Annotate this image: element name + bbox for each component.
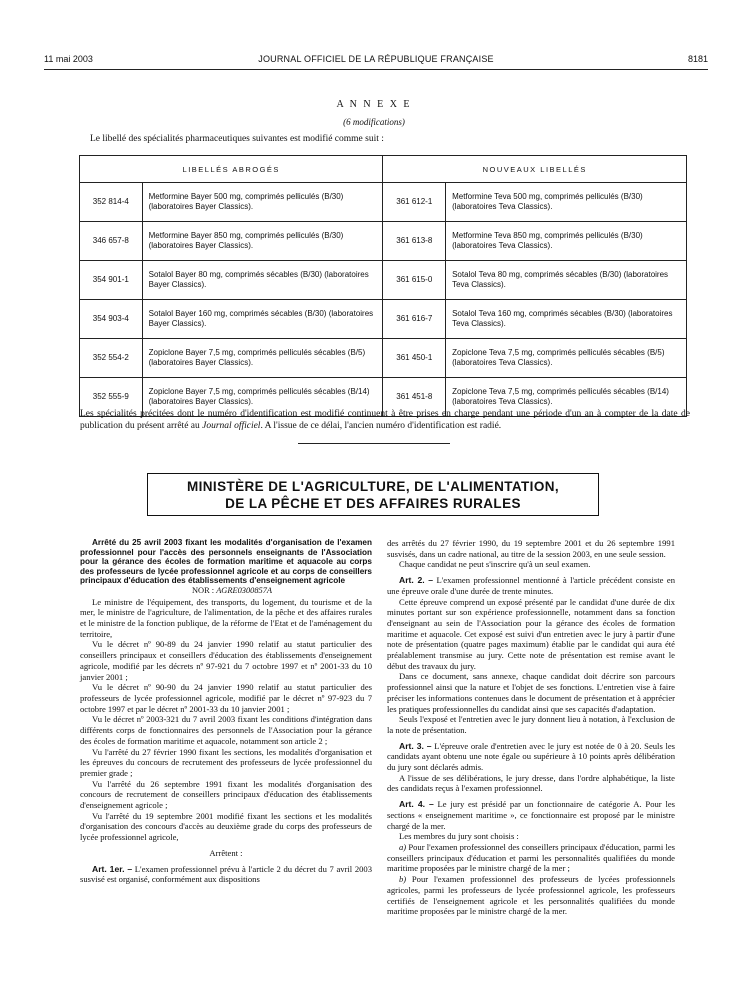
validity-note <box>80 408 690 432</box>
paragraph: Vu le décret nº 90-90 du 24 janvier 1990 relatif au statut particulier des professeurs de lycée professionnel agricole, modifié par le décret nº 97-923 du 7 octobre 1997 et par le décret nº 2001-33 du 10 janvier 2001 ; <box>80 682 372 714</box>
item-b-label: b) <box>399 874 407 885</box>
old-code: 354 903-4 <box>80 300 143 339</box>
paragraph: Les membres du jury sont choisis : <box>399 831 519 842</box>
new-code: 361 451-8 <box>383 378 446 417</box>
paragraph: Vu l'arrêté du 27 février 1990 fixant les sections, les modalités d'organisation et les épreuves du concours de recrutement des professeurs de lycée professionnel du premier grade ; <box>80 746 372 778</box>
item-b-text: Pour l'examen professionnel des professeurs de lycées professionnels agricoles, parmi les professeurs de lycée professionnel agricole, les professeurs certifiés de l'enseignement agricole et les personnalités qualifiées du monde maritime proposées par le ministre chargé de la mer. <box>387 874 675 917</box>
article-2-text: L'examen professionnel mentionné à l'article précédent consiste en une épreuve orale d'une durée de trente minutes. <box>387 575 675 596</box>
old-code: 354 901-1 <box>80 261 143 300</box>
paragraph: Vu le décret nº 2003-321 du 7 avril 2003 fixant les conditions d'intégration dans différents corps de fonctionnaires des personnels de l'Association pour la gérance des écoles de formation maritime et aquacole, notamment son article 2 ; <box>80 714 372 746</box>
old-desc: Sotalol Bayer 160 mg, comprimés sécables (B/30) (laboratoires Bayer Classics). <box>142 300 383 339</box>
header-old-labels: LIBELLÉS ABROGÉS <box>80 156 383 183</box>
header-page-number: 8181 <box>687 54 708 64</box>
section-divider <box>298 443 450 444</box>
item-a-text: Pour l'examen professionnel des conseillers principaux d'éducation, parmi les conseillers principaux d'éducation et parmi les personnalités qualifiées du monde maritime proposées par le ministre chargé de la mer ; <box>387 841 675 874</box>
running-header <box>44 54 708 68</box>
new-desc: Metformine Teva 850 mg, comprimés pelliculés (B/30) (laboratoires Teva Classics). <box>446 222 687 261</box>
old-desc: Metformine Bayer 850 mg, comprimés pelliculés (B/30) (laboratoires Bayer Classics). <box>142 222 383 261</box>
new-code: 361 613-8 <box>383 222 446 261</box>
new-desc: Metformine Teva 500 mg, comprimés pelliculés (B/30) (laboratoires Teva Classics). <box>446 183 687 222</box>
header-rule <box>44 69 708 70</box>
table-row <box>80 183 687 222</box>
paragraph: des arrêtés du 27 février 1990, du 19 septembre 2001 et du 26 septembre 1991 susvisés, dans un cadre national, au titre de la session 2003, en une seule session. <box>387 538 675 559</box>
paragraph: Chaque candidat ne peut s'inscrire qu'à un seul examen. <box>399 559 591 570</box>
annexe-subtitle: (6 modifications) <box>343 117 405 127</box>
old-code: 352 554-2 <box>80 339 143 378</box>
table-row <box>80 222 687 261</box>
speciality-table <box>79 155 687 417</box>
ministry-heading-box <box>147 473 599 516</box>
left-column <box>80 538 372 885</box>
annexe-intro: Le libellé des spécialités pharmaceutiques suivantes est modifié comme suit : <box>90 134 384 144</box>
paragraph: Seuls l'exposé et l'entretien avec le jury donnent lieu à notation, à l'exclusion de la note de présentation. <box>387 714 675 735</box>
annexe-title: A N N E X E <box>336 99 412 110</box>
old-desc: Zopiclone Bayer 7,5 mg, comprimés pelliculés sécables (B/5) (laboratoires Bayer Classics). <box>142 339 383 378</box>
paragraph: Le ministre de l'équipement, des transports, du logement, du tourisme et de la mer, le ministre de l'agriculture, de l'alimentation, de la pêche et des affaires rurales et le ministre de la fonction publique, de la réforme de l'Etat et de l'aménagement du territoire, <box>80 596 372 639</box>
table-row <box>80 300 687 339</box>
new-desc: Zopiclone Teva 7,5 mg, comprimés pelliculés sécables (B/14) (laboratoires Teva Classics). <box>446 378 687 417</box>
item-a-label: a) <box>399 841 407 852</box>
ministry-line-1: MINISTÈRE DE L'AGRICULTURE, DE L'ALIMENTATION, <box>186 479 560 494</box>
paragraph: A l'issue de ses délibérations, le jury dresse, dans l'ordre alphabétique, la liste des candidats reçus à l'examen professionnel. <box>387 772 675 794</box>
table-row <box>80 339 687 378</box>
new-desc: Sotalol Teva 160 mg, comprimés sécables (B/30) (laboratoires Teva Classics). <box>446 300 687 339</box>
paragraph: Vu le décret nº 90-89 du 24 janvier 1990 relatif au statut particulier des conseillers principaux et conseillers d'éducation des établissements d'enseignement agricole, modifié par les décrets nº 97-921 du 7 octobre 1997 et nº 2001-33 du 10 janvier 2001 ; <box>80 639 372 682</box>
old-code: 352 555-9 <box>80 378 143 417</box>
arretent: Arrêtent : <box>209 847 243 858</box>
old-desc: Zopiclone Bayer 7,5 mg, comprimés pelliculés sécables (B/14) (laboratoires Bayer Classics). <box>142 378 383 417</box>
paragraph: Vu l'arrêté du 26 septembre 1991 fixant les modalités d'organisation des concours de recrutement de conseillers principaux d'éducation des établissements d'enseignement agricole ; <box>80 778 372 811</box>
article-4-label: Art. 4. – <box>399 799 434 810</box>
article-3-text: L'épreuve orale d'entretien avec le jury est notée de 0 à 20. Seuls les candidats ayant obtenu une note égale ou supérieure à 10 points après délibération du jury sont déclarés admis. <box>387 740 675 773</box>
old-code: 352 814-4 <box>80 183 143 222</box>
article-3-label: Art. 3. – <box>399 740 432 751</box>
note-journal-name: Journal officiel <box>202 421 261 431</box>
old-code: 346 657-8 <box>80 222 143 261</box>
table-header-row <box>80 156 687 183</box>
article-4-text: Le jury est présidé par un fonctionnaire de catégorie A. Pour les sections « enseignement maritime », ce fonctionnaire est proposé par le ministre chargé de la mer. <box>387 799 675 831</box>
article-1 <box>80 864 372 885</box>
paragraph: Cette épreuve comprend un exposé présenté par le candidat d'une durée de dix minutes portant sur son expérience professionnelle, notamment dans sa fonction d'enseignant au sein de l'Association pour la gérance des écoles de formation maritime et aquacole. Cet exposé est suivi d'un entretien avec le jury à partir d'une note de présentation (quatre pages maximum) établie par le candidat qui aura été préalablement transmise au jury. Cette note de présentation est remise avant le début des travaux du jury. <box>387 596 675 671</box>
nor-reference <box>80 586 372 597</box>
new-code: 361 616-7 <box>383 300 446 339</box>
decree-title: Arrêté du 25 avril 2003 fixant les modalités d'organisation de l'examen professionnel pour l'accès des personnels enseignants de l'Association pour la gérance des écoles de formation maritime et aquacole au corps des professeurs de lycée professionnel agricole et au corps de conseillers principaux d'éducation des établissements d'enseignement agricole <box>80 538 372 586</box>
article-1-text: L'examen professionnel prévu à l'article 2 du décret du 7 avril 2003 susvisé est organisé, conformément aux dispositions <box>80 863 373 885</box>
article-2 <box>387 575 675 596</box>
new-code: 361 450-1 <box>383 339 446 378</box>
paragraph: Vu l'arrêté du 19 septembre 2001 modifié fixant les sections et les modalités d'organisation des concours d'accès au deuxième grade du corps des professeurs de lycée professionnel agricole, <box>80 810 372 843</box>
new-desc: Sotalol Teva 80 mg, comprimés sécables (B/30) (laboratoires Teva Classics). <box>446 261 687 300</box>
note-text-before: Les spécialités précitées dont le numéro d'identification est modifié continuent à être prises en charge pendant une période d'un an à compter de la date de publication du présent arrêté au <box>80 409 690 431</box>
new-desc: Zopiclone Teva 7,5 mg, comprimés pelliculés sécables (B/5) (laboratoires Teva Classics). <box>446 339 687 378</box>
item-a <box>387 842 675 874</box>
header-date: 11 mai 2003 <box>44 54 93 64</box>
article-3 <box>387 741 675 773</box>
paragraph: Dans ce document, sans annexe, chaque candidat doit décrire son parcours professionnel ainsi que la nature et l'objet de ses fonctions. L'entretien vise à faire préciser les informations contenues dans le document de présentation et à apprécier les pratiques professionnelles du candidat ainsi que ses capacités d'adaptation. <box>387 671 675 714</box>
header-new-labels: NOUVEAUX LIBELLÉS <box>383 156 687 183</box>
item-b <box>387 874 675 917</box>
article-1-label: Art. 1er. – <box>92 863 133 874</box>
right-column <box>387 538 675 917</box>
article-4 <box>387 799 675 831</box>
old-desc: Sotalol Bayer 80 mg, comprimés sécables (B/30) (laboratoires Bayer Classics). <box>142 261 383 300</box>
article-2-label: Art. 2. – <box>399 575 434 586</box>
nor-label: NOR : <box>191 585 217 595</box>
new-code: 361 615-0 <box>383 261 446 300</box>
table-row <box>80 261 687 300</box>
note-text-after: . A l'issue de ce délai, l'ancien numéro d'identification est radié. <box>260 421 502 431</box>
ministry-line-2: DE LA PÊCHE ET DES AFFAIRES RURALES <box>225 496 521 511</box>
old-desc: Metformine Bayer 500 mg, comprimés pelliculés (B/30) (laboratoires Bayer Classics). <box>142 183 383 222</box>
nor-value: AGRE0300857A <box>216 585 273 595</box>
new-code: 361 612-1 <box>383 183 446 222</box>
header-journal-title: JOURNAL OFFICIEL DE LA RÉPUBLIQUE FRANÇAISE <box>258 54 494 64</box>
